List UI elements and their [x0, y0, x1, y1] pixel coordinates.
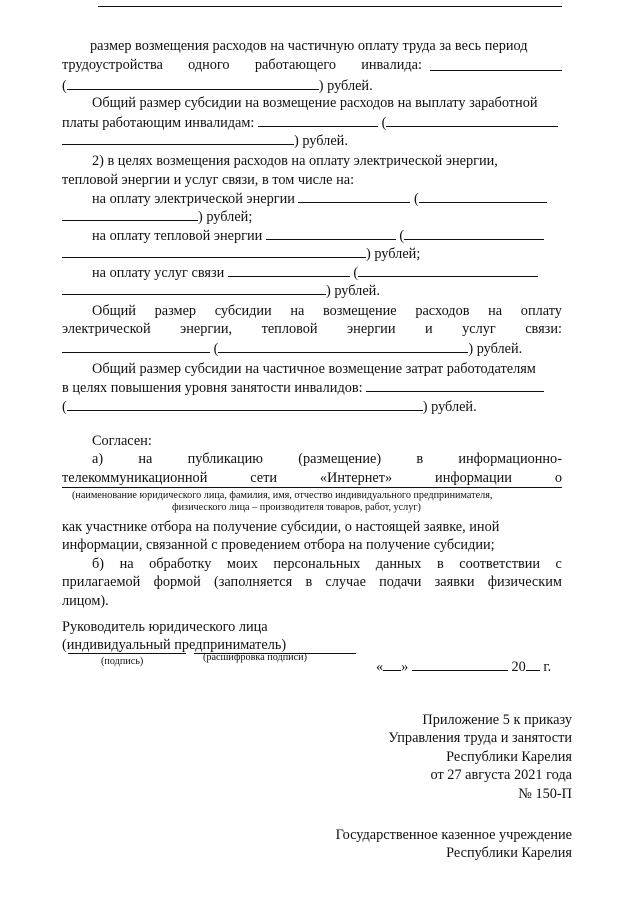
- text-line-6: ) рублей.: [62, 131, 562, 150]
- signature-caption: (подпись): [101, 656, 144, 667]
- word: рублей;: [206, 209, 253, 225]
- word: электрической: [62, 321, 151, 337]
- word: б): [92, 556, 105, 572]
- word: «Интернет»: [319, 470, 393, 486]
- appendix-line-5: № 150-П: [518, 786, 572, 802]
- blank-field[interactable]: [258, 113, 378, 127]
- word: в: [436, 556, 444, 572]
- word: оплату: [520, 303, 562, 319]
- word: трудоустройства: [62, 57, 163, 73]
- month-field[interactable]: [412, 657, 508, 671]
- institution-line-1: Государственное казенное учреждение: [335, 827, 572, 843]
- text-line-18: Общий размер субсидии на частичное возмещение затрат работодателям: [92, 361, 536, 377]
- signatory-subtitle: (индивидуальный предприниматель): [62, 637, 287, 653]
- word: заявки: [434, 574, 475, 590]
- word: информационно-: [458, 451, 562, 467]
- word: (размещение): [298, 451, 382, 467]
- word: в: [305, 574, 313, 590]
- word: сети: [250, 470, 277, 486]
- text-line-22: [92, 450, 562, 468]
- word: на оплату электрической энергии: [92, 191, 295, 207]
- text-line-20: ( ) рублей.: [62, 399, 477, 415]
- text-line-9: на оплату электрической энергии (: [92, 189, 562, 208]
- blank-field[interactable]: [67, 397, 423, 411]
- institution-line-2: Республики Карелия: [446, 845, 572, 861]
- word: с: [555, 556, 562, 572]
- word: на оплату услуг связи: [92, 265, 225, 281]
- text-line-15: [92, 302, 562, 320]
- word: подачи: [379, 574, 422, 590]
- year-field[interactable]: [526, 657, 540, 671]
- date-field: [376, 657, 576, 676]
- word: на: [119, 556, 134, 572]
- word: персональных: [273, 556, 361, 572]
- appendix-line-4: от 27 августа 2021 года: [430, 767, 572, 783]
- blank-field[interactable]: [62, 281, 326, 295]
- quote-open: «: [376, 659, 384, 675]
- word: обработку: [149, 556, 212, 572]
- text-line-10: ) рублей;: [62, 207, 562, 226]
- word: расходов: [415, 303, 470, 319]
- blank-field[interactable]: [228, 263, 350, 277]
- blank-field[interactable]: [298, 189, 410, 203]
- text-line-24: как участнике отбора на получение субсидии, о настоящей заявке, иной: [62, 519, 500, 535]
- blank-field[interactable]: [62, 244, 366, 258]
- signature-line[interactable]: [68, 653, 186, 654]
- word: энергии,: [180, 321, 233, 337]
- appendix-line-3: Республики Карелия: [446, 749, 572, 765]
- blank-field[interactable]: [67, 76, 319, 90]
- word: рублей.: [327, 78, 373, 94]
- word: информации: [435, 470, 512, 486]
- word: а): [92, 451, 104, 467]
- text-line-23: [62, 469, 562, 487]
- text-line-3: ( ) рублей.: [62, 78, 373, 94]
- blank-field[interactable]: [358, 263, 538, 277]
- year-prefix: 20: [511, 659, 526, 675]
- appendix-line-2: Управления труда и занятости: [388, 730, 572, 746]
- blank-field[interactable]: [386, 113, 558, 127]
- day-field[interactable]: [383, 657, 401, 671]
- word: рублей.: [476, 341, 523, 357]
- word: физическим: [487, 574, 562, 590]
- name-field-caption-1: (наименование юридического лица, фамилия, имя, отчество индивидуального предпринимателя,: [72, 490, 493, 501]
- word: и: [424, 321, 433, 337]
- blank-field[interactable]: [62, 131, 294, 145]
- top-rule: [98, 6, 562, 7]
- text-line-7: 2) в целях возмещения расходов на оплату электрической энергии,: [92, 153, 498, 169]
- text-line-8: тепловой энергии и услуг связи, в том числе на:: [62, 172, 355, 188]
- word: телекоммуникационной: [62, 470, 208, 486]
- word: услуг: [462, 321, 496, 337]
- word: данных: [375, 556, 422, 572]
- blank-field[interactable]: [419, 189, 547, 203]
- word: рублей.: [334, 283, 380, 299]
- word: одного: [188, 57, 230, 73]
- word: рублей.: [431, 399, 477, 415]
- text-line-21: Согласен:: [92, 433, 152, 449]
- word: на оплату тепловой энергии: [92, 228, 263, 244]
- word: формой: [153, 574, 201, 590]
- word: случае: [325, 574, 366, 590]
- name-field-line[interactable]: [62, 487, 562, 488]
- text-line-27: [62, 573, 562, 591]
- word: на: [138, 451, 153, 467]
- text-line-4: Общий размер субсидии на возмещение расходов на выплату заработной: [92, 95, 538, 111]
- word: платы работающим инвалидам:: [62, 115, 255, 131]
- blank-field[interactable]: [62, 339, 210, 353]
- word: возмещение: [323, 303, 397, 319]
- word: прилагаемой: [62, 574, 141, 590]
- blank-field[interactable]: [266, 226, 396, 240]
- text-line-13: на оплату услуг связи (: [92, 263, 562, 282]
- word: на: [290, 303, 305, 319]
- word: рублей.: [302, 133, 348, 149]
- blank-field[interactable]: [218, 339, 468, 353]
- word: (заполняется: [213, 574, 293, 590]
- word: в: [416, 451, 424, 467]
- word: соответствии: [459, 556, 541, 572]
- word: рублей;: [374, 246, 421, 262]
- word: в целях повышения уровня занятости инвалидов:: [62, 380, 363, 396]
- text-line-11: на оплату тепловой энергии (: [92, 226, 562, 245]
- word: энергии: [347, 321, 396, 337]
- word: работающего: [254, 57, 337, 73]
- word: размер: [154, 303, 197, 319]
- text-line-25: информации, связанной с проведением отбора на получение субсидии;: [62, 537, 495, 553]
- text-line-16: [62, 320, 562, 338]
- text-line-12: ) рублей;: [62, 244, 562, 263]
- signatory-title: Руководитель юридического лица: [62, 619, 268, 635]
- quote-close: »: [401, 659, 409, 675]
- word: моих: [226, 556, 258, 572]
- text-line-1: размер возмещения расходов на частичную оплату труда за весь период: [90, 38, 528, 54]
- text-line-14: ) рублей.: [62, 281, 562, 300]
- text-line-17: ( ) рублей.: [62, 339, 562, 358]
- word: субсидии: [214, 303, 272, 319]
- word: инвалида:: [361, 57, 422, 73]
- blank-field[interactable]: [430, 70, 562, 71]
- word: Общий: [92, 303, 136, 319]
- text-line-26: [92, 555, 562, 573]
- year-suffix: г.: [543, 659, 552, 675]
- name-field-caption-2: физического лица – производителя товаров, работ, услуг): [172, 502, 421, 513]
- word: тепловой: [261, 321, 318, 337]
- blank-field[interactable]: [404, 226, 544, 240]
- text-line-28: лицом).: [62, 593, 109, 609]
- signature-decode-caption: (расшифровка подписи): [203, 652, 307, 663]
- appendix-line-1: Приложение 5 к приказу: [422, 712, 572, 728]
- text-line-5: платы работающим инвалидам: (: [62, 113, 562, 132]
- text-line-2: [62, 56, 422, 74]
- word: о: [554, 470, 562, 486]
- word: связи:: [525, 321, 562, 337]
- blank-field[interactable]: [62, 207, 198, 221]
- word: публикацию: [187, 451, 263, 467]
- text-line-19: [62, 378, 562, 397]
- blank-field[interactable]: [366, 378, 544, 392]
- word: на: [488, 303, 503, 319]
